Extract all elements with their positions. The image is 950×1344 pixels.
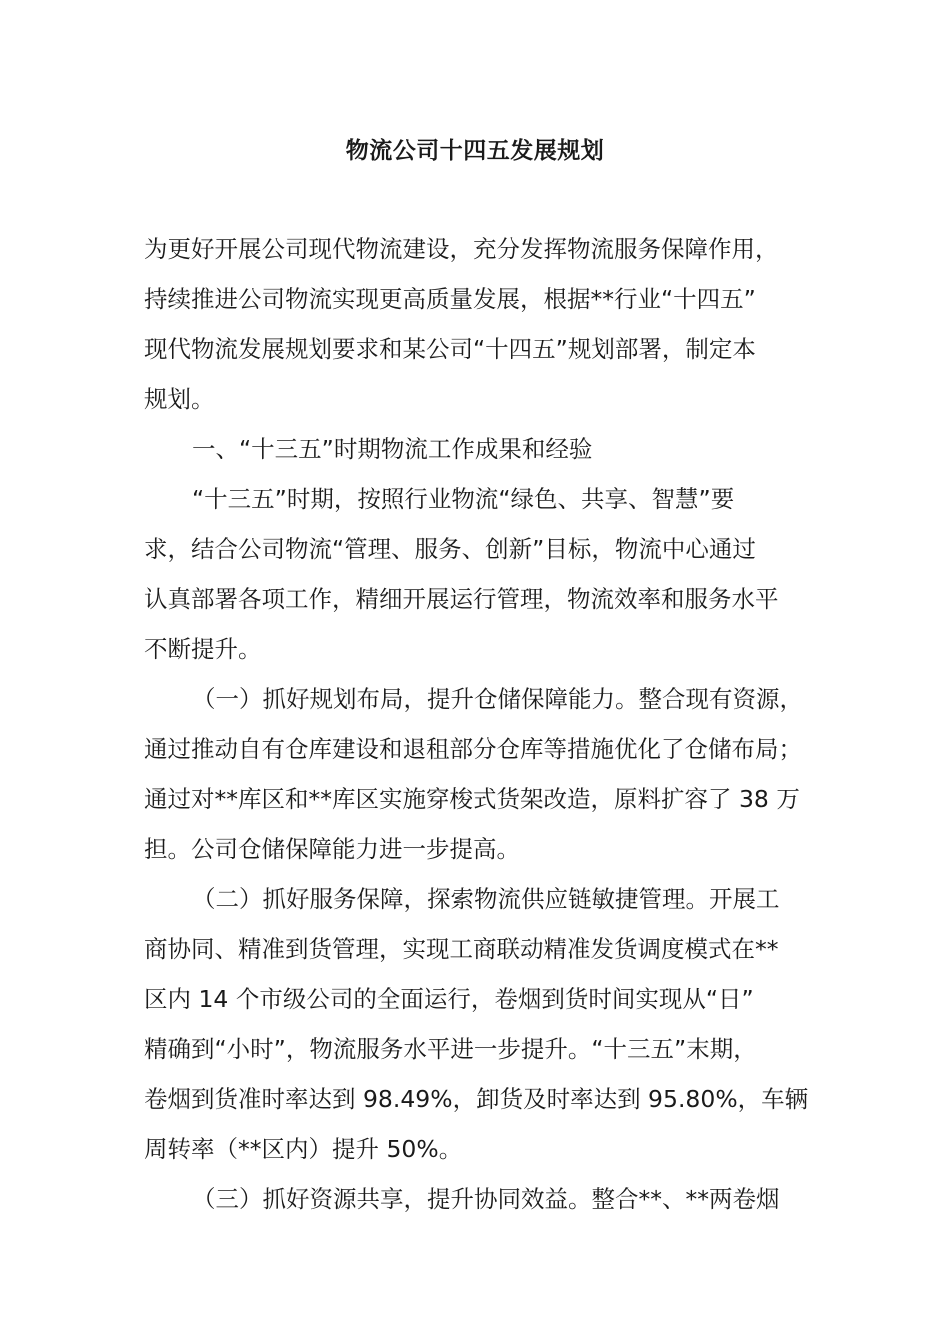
paragraph-line: 担。公司仓储保障能力进一步提高。 <box>144 835 520 863</box>
paragraph-line: 规划。 <box>144 385 215 413</box>
paragraph-line: 认真部署各项工作，精细开展运行管理，物流效率和服务水平 <box>144 585 779 613</box>
section-heading: 一、“十三五”时期物流工作成果和经验 <box>192 435 593 463</box>
paragraph-line: 现代物流发展规划要求和某公司“十四五”规划部署，制定本 <box>144 335 756 363</box>
paragraph-line: 求，结合公司物流“管理、服务、创新”目标，物流中心通过 <box>144 535 756 563</box>
paragraph-line: （二）抓好服务保障，探索物流供应链敏捷管理。开展工 <box>192 885 780 913</box>
paragraph-line: 不断提升。 <box>144 635 262 663</box>
paragraph-line: 区内 14 个市级公司的全面运行，卷烟到货时间实现从“日” <box>144 985 754 1013</box>
paragraph-line: 商协同、精准到货管理，实现工商联动精准发货调度模式在** <box>144 935 779 963</box>
paragraph-line: 周转率（**区内）提升 50%。 <box>144 1135 463 1163</box>
paragraph-line: （一）抓好规划布局，提升仓储保障能力。整合现有资源， <box>192 685 803 713</box>
paragraph-line: （三）抓好资源共享，提升协同效益。整合**、**两卷烟 <box>192 1185 780 1213</box>
document-title: 物流公司十四五发展规划 <box>345 138 605 164</box>
paragraph-line: 持续推进公司物流实现更高质量发展，根据**行业“十四五” <box>144 285 756 313</box>
paragraph-line: 通过对**库区和**库区实施穿梭式货架改造，原料扩容了 38 万 <box>144 785 800 813</box>
paragraph-line: “十三五”时期，按照行业物流“绿色、共享、智慧”要 <box>192 485 735 513</box>
paragraph-line: 精确到“小时”，物流服务水平进一步提升。“十三五”末期， <box>144 1035 757 1063</box>
paragraph-line: 为更好开展公司现代物流建设，充分发挥物流服务保障作用， <box>144 235 779 263</box>
paragraph-line: 卷烟到货准时率达到 98.49%，卸货及时率达到 95.80%，车辆 <box>144 1085 809 1113</box>
paragraph-line: 通过推动自有仓库建设和退租部分仓库等措施优化了仓储布局； <box>144 735 802 763</box>
